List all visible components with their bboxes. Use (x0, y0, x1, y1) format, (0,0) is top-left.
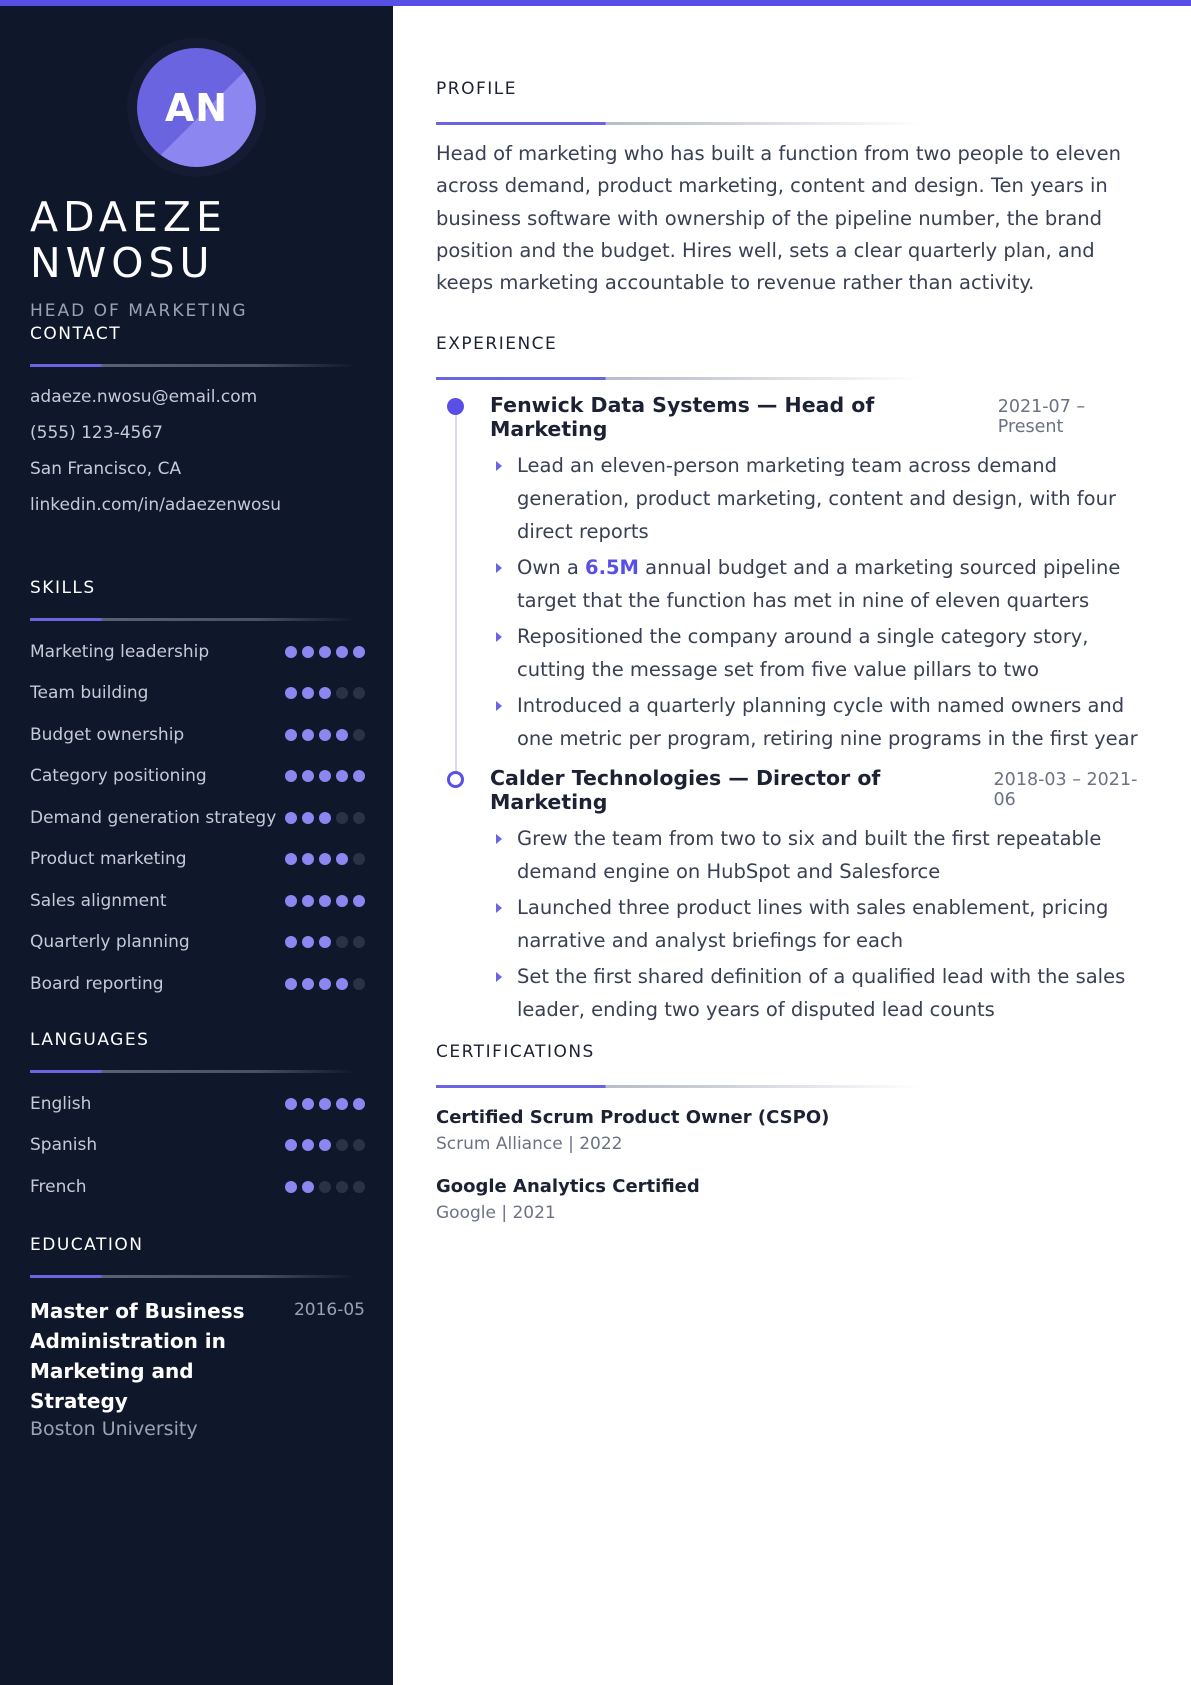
rating-dot-filled (302, 770, 314, 782)
meter-label: Quarterly planning (30, 932, 190, 953)
certifications-heading: CERTIFICATIONS (436, 1042, 595, 1062)
contact-phone[interactable]: (555) 123-4567 (30, 423, 163, 443)
meter-label: French (30, 1176, 87, 1197)
education-heading: EDUCATION (30, 1235, 144, 1255)
rating-dot-filled (353, 770, 365, 782)
meter-row (30, 631, 365, 673)
rating-dot-filled (353, 646, 365, 658)
job-title: Calder Technologies — Director of Marketing (490, 766, 881, 814)
candidate-name (30, 194, 227, 286)
rating-dot-filled (302, 936, 314, 948)
meter-row (30, 756, 365, 798)
job-bullet: Repositioned the company around a single category story, cutting the message set from five value pillars to two (436, 620, 1156, 686)
job-bullet: Grew the team from two to six and built the first repeatable demand engine on HubSpot and Salesforce (436, 822, 1156, 888)
candidate-role: HEAD OF MARKETING (30, 301, 248, 321)
skills-list (30, 631, 365, 1005)
highlight-figure: 6.5M (585, 556, 639, 579)
languages-rule (30, 1070, 355, 1073)
rating-dot-filled (336, 978, 348, 990)
rating-dot-filled (285, 895, 297, 907)
rating-dot-filled (319, 646, 331, 658)
rating-dot-empty (336, 1181, 348, 1193)
avatar (137, 48, 256, 167)
education-school: Boston University (30, 1418, 198, 1440)
rating-dot-empty (353, 1181, 365, 1193)
meter-label: Sales alignment (30, 890, 167, 911)
profile-heading: PROFILE (436, 79, 517, 99)
languages-list (30, 1083, 365, 1208)
meter-row (30, 714, 365, 756)
rating-dot-empty (353, 687, 365, 699)
rating-dot-filled (353, 1098, 365, 1110)
experience-heading: EXPERIENCE (436, 334, 558, 354)
rating-dot-filled (285, 729, 297, 741)
certification-item (436, 1107, 829, 1154)
rating-dot-filled (319, 936, 331, 948)
job-bullets (436, 822, 1156, 1026)
rating-dot-filled (336, 853, 348, 865)
job-bullet: Set the first shared definition of a qualified lead with the sales leader, ending two years of disputed lead counts (436, 960, 1156, 1026)
avatar-initials: AN (164, 85, 229, 130)
education-date: 2016-05 (293, 1300, 365, 1320)
education-section (30, 1235, 365, 1440)
experience-rule (436, 377, 921, 380)
rating-dot-empty (336, 812, 348, 824)
rating-dot-empty (353, 936, 365, 948)
rating-dot-empty (353, 978, 365, 990)
rating-dots (285, 895, 365, 907)
rating-dot-empty (353, 853, 365, 865)
name-last: NWOSU (30, 239, 215, 287)
meter-label: Spanish (30, 1135, 98, 1156)
rating-dot-filled (353, 895, 365, 907)
meter-row (30, 922, 365, 964)
rating-dot-filled (285, 687, 297, 699)
contact-section (30, 324, 365, 523)
rating-dot-filled (336, 770, 348, 782)
languages-section (30, 1030, 365, 1208)
meter-row (30, 1125, 365, 1167)
rating-dot-filled (285, 853, 297, 865)
rating-dot-filled (319, 978, 331, 990)
rating-dots (285, 853, 365, 865)
rating-dot-empty (353, 729, 365, 741)
rating-dot-filled (302, 646, 314, 658)
rating-dot-empty (336, 936, 348, 948)
rating-dots (285, 729, 365, 741)
education-rule (30, 1275, 355, 1278)
meter-row (30, 963, 365, 1005)
skills-heading: SKILLS (30, 578, 96, 598)
rating-dot-filled (336, 729, 348, 741)
rating-dot-empty (336, 1139, 348, 1151)
meter-row (30, 839, 365, 881)
education-degree: Master of Business Administration in Marketing and Strategy (30, 1299, 245, 1413)
rating-dot-filled (285, 812, 297, 824)
rating-dots (285, 770, 365, 782)
contact-heading: CONTACT (30, 324, 122, 344)
profile-text: Head of marketing who has built a function from two people to eleven across demand, product marketing, content and design. Ten years in business software with ownership of the pipeline number, the brand position and the budget. Hires well, sets a clear quarterly plan, and keeps marketing accountable to revenue rather than activity. (436, 142, 1121, 295)
rating-dot-filled (285, 770, 297, 782)
meter-row (30, 1166, 365, 1208)
job-bullets (436, 449, 1156, 755)
rating-dot-empty (353, 812, 365, 824)
rating-dot-filled (319, 853, 331, 865)
job-bullet: Launched three product lines with sales enablement, pricing narrative and analyst briefings for each (436, 891, 1156, 957)
job-bullet: Lead an eleven-person marketing team across demand generation, product marketing, content and design, with four direct reports (436, 449, 1156, 548)
meter-label: Category positioning (30, 766, 207, 787)
rating-dot-filled (302, 895, 314, 907)
rating-dots (285, 936, 365, 948)
meter-row (30, 880, 365, 922)
sidebar (0, 6, 393, 1685)
name-first: ADAEZE (30, 193, 227, 241)
profile-rule (436, 122, 921, 125)
rating-dots (285, 1098, 365, 1110)
job-date: 2018-03 – 2021-06 (993, 770, 1138, 810)
job-entry (436, 393, 1156, 758)
rating-dots (285, 1181, 365, 1193)
rating-dot-filled (302, 729, 314, 741)
rating-dot-filled (319, 1098, 331, 1110)
rating-dot-filled (302, 1098, 314, 1110)
certification-name: Certified Scrum Product Owner (CSPO) (436, 1107, 830, 1128)
rating-dots (285, 1139, 365, 1151)
rating-dot-filled (285, 646, 297, 658)
meter-label: Team building (30, 683, 149, 704)
rating-dot-filled (336, 1098, 348, 1110)
skills-section (30, 578, 365, 1005)
job-bullet: Introduced a quarterly planning cycle with named owners and one metric per program, retiring nine programs in the first year (436, 689, 1156, 755)
certifications-rule (436, 1085, 921, 1088)
contact-location: San Francisco, CA (30, 459, 182, 479)
rating-dot-filled (285, 1181, 297, 1193)
meter-label: Marketing leadership (30, 641, 210, 662)
rating-dots (285, 812, 365, 824)
contact-rule (30, 364, 355, 367)
meter-label: Budget ownership (30, 724, 185, 745)
rating-dot-filled (319, 687, 331, 699)
contact-email[interactable]: adaeze.nwosu@email.com (30, 387, 258, 407)
rating-dot-empty (319, 1181, 331, 1193)
meter-row (30, 1083, 365, 1125)
rating-dot-filled (302, 1181, 314, 1193)
meter-label: Board reporting (30, 973, 164, 994)
meter-row (30, 673, 365, 715)
rating-dot-filled (302, 978, 314, 990)
rating-dot-empty (353, 1139, 365, 1151)
meter-label: Demand generation strategy (30, 807, 277, 828)
rating-dot-filled (285, 978, 297, 990)
rating-dot-filled (302, 853, 314, 865)
meter-label: English (30, 1093, 92, 1114)
rating-dot-filled (285, 1139, 297, 1151)
rating-dot-filled (302, 687, 314, 699)
skills-rule (30, 618, 355, 621)
certification-item (436, 1176, 700, 1223)
certification-meta: Google | 2021 (436, 1203, 556, 1223)
meter-label: Product marketing (30, 849, 187, 870)
rating-dot-filled (336, 895, 348, 907)
job-entry (436, 766, 1156, 1029)
rating-dot-filled (319, 1139, 331, 1151)
job-date: 2021-07 – Present (997, 397, 1086, 437)
rating-dot-filled (285, 936, 297, 948)
rating-dots (285, 646, 365, 658)
job-title: Fenwick Data Systems — Head of Marketing (490, 393, 875, 441)
rating-dot-filled (302, 812, 314, 824)
rating-dot-filled (319, 812, 331, 824)
rating-dot-filled (319, 729, 331, 741)
rating-dot-filled (319, 770, 331, 782)
rating-dot-filled (336, 646, 348, 658)
certification-name: Google Analytics Certified (436, 1176, 700, 1197)
meter-row (30, 797, 365, 839)
rating-dot-filled (285, 1098, 297, 1110)
rating-dot-filled (302, 1139, 314, 1151)
rating-dot-filled (319, 895, 331, 907)
contact-linkedin[interactable]: linkedin.com/in/adaezenwosu (30, 495, 282, 515)
certification-meta: Scrum Alliance | 2022 (436, 1134, 623, 1154)
rating-dots (285, 687, 365, 699)
rating-dot-empty (336, 687, 348, 699)
languages-heading: LANGUAGES (30, 1030, 150, 1050)
job-bullet: Own a 6.5M annual budget and a marketing sourced pipeline target that the function has met in nine of eleven quarters (436, 551, 1156, 617)
rating-dots (285, 978, 365, 990)
